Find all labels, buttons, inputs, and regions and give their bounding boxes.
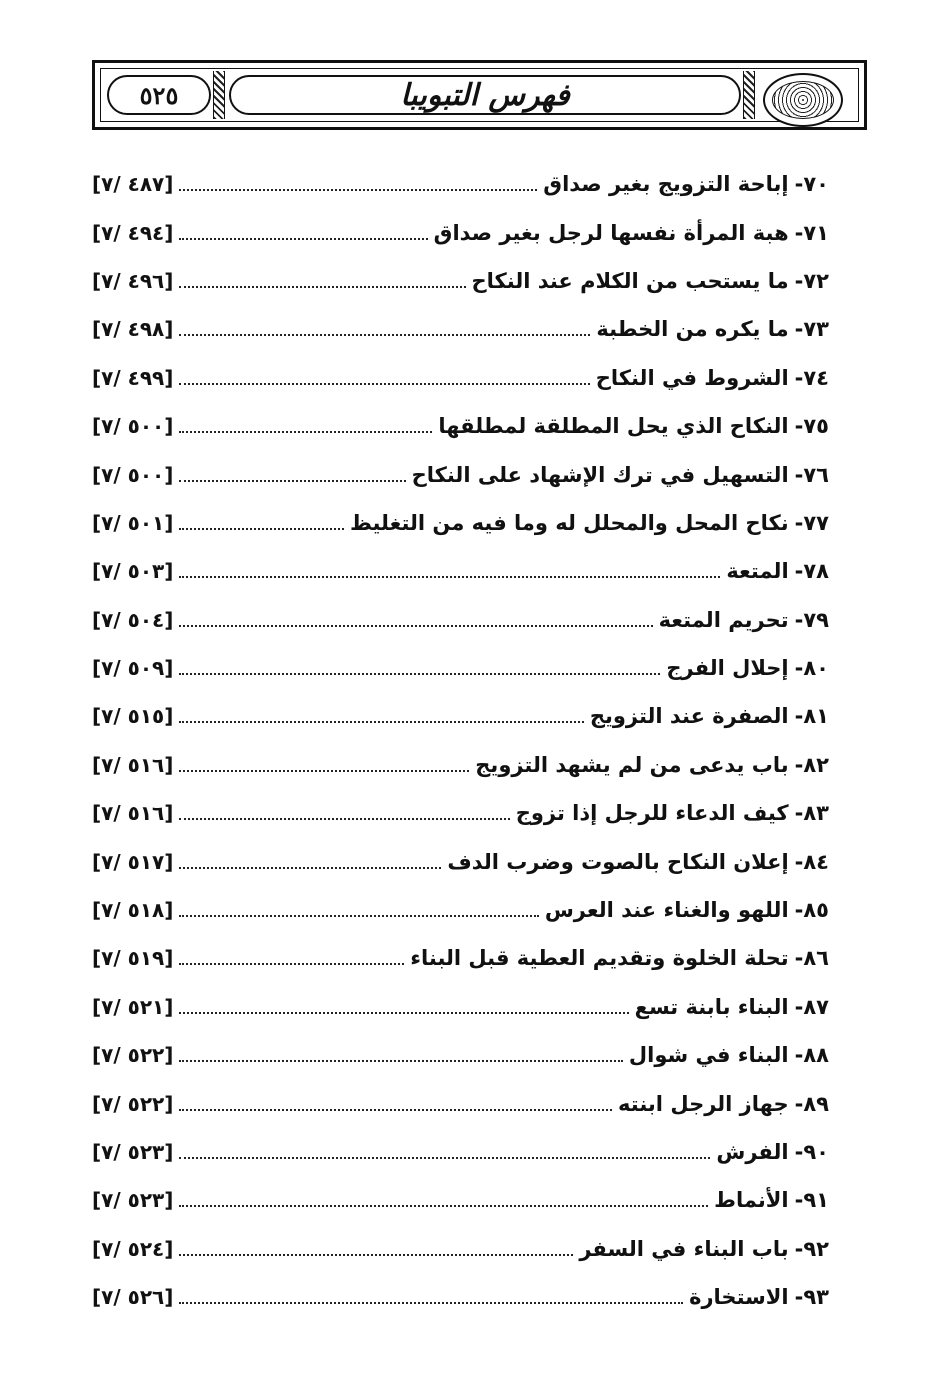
toc-entry xyxy=(92,402,829,450)
toc-entry xyxy=(92,1225,829,1273)
entry-title: إباحة التزويج بغير صداق xyxy=(543,172,789,197)
toc-entry xyxy=(92,596,829,644)
entry-reference: [٥٢٣ /٧] xyxy=(92,1188,174,1213)
toc-entry xyxy=(92,741,829,789)
dot-leader xyxy=(179,1205,708,1207)
entry-title: إعلان النكاح بالصوت وضرب الدف xyxy=(447,849,789,874)
entry-number: ٧٧- xyxy=(794,510,829,535)
entry-number: ٧٨- xyxy=(794,559,829,584)
entry-title: الصفرة عند التزويج xyxy=(589,704,789,729)
entry-reference: [٥١٩ /٧] xyxy=(92,946,174,971)
entry-number: ٧٠- xyxy=(794,172,829,197)
page-number-cartouche xyxy=(107,75,211,115)
entry-reference: [٥٢٢ /٧] xyxy=(92,1043,174,1068)
entry-title: ما يستحب من الكلام عند النكاح xyxy=(471,268,789,293)
toc-entry xyxy=(92,837,829,885)
dot-leader xyxy=(179,528,344,530)
page-title: فهرس التبويبا xyxy=(400,77,570,113)
toc-entry xyxy=(92,499,829,547)
entry-title: اللهو والغناء عند العرس xyxy=(544,898,789,923)
dot-leader xyxy=(179,286,465,288)
entry-reference: [٥٢٦ /٧] xyxy=(92,1285,174,1310)
entry-title: التسهيل في ترك الإشهاد على النكاح xyxy=(411,462,789,487)
toc-entry xyxy=(92,789,829,837)
ornamental-seal-icon xyxy=(763,73,843,127)
dot-leader xyxy=(179,867,441,869)
dot-leader xyxy=(179,1157,710,1159)
entry-number: ٩٢- xyxy=(794,1236,829,1261)
entry-number: ٩٣- xyxy=(794,1285,829,1310)
entry-title: المتعة xyxy=(726,559,789,584)
entry-reference: [٤٩٤ /٧] xyxy=(92,220,174,245)
entry-reference: [٤٩٨ /٧] xyxy=(92,317,174,342)
toc-entry xyxy=(92,354,829,402)
dot-leader xyxy=(179,238,427,240)
dot-leader xyxy=(179,673,660,675)
toc-entry xyxy=(92,886,829,934)
ornament-strip-left xyxy=(213,71,225,119)
entry-title: تحلة الخلوة وتقديم العطية قبل البناء xyxy=(410,946,789,971)
toc-entry xyxy=(92,983,829,1031)
entry-reference: [٥٠٩ /٧] xyxy=(92,656,174,681)
dot-leader xyxy=(179,915,538,917)
seal-pattern xyxy=(772,81,834,119)
entry-number: ٨٣- xyxy=(794,801,829,826)
entry-number: ٧٩- xyxy=(794,607,829,632)
dot-leader xyxy=(179,334,590,336)
entry-number: ٧٤- xyxy=(794,365,829,390)
entry-reference: [٥١٦ /٧] xyxy=(92,752,174,777)
dot-leader xyxy=(179,1060,623,1062)
dot-leader xyxy=(179,818,509,820)
entry-title: النكاح الذي يحل المطلقة لمطلقها xyxy=(438,414,789,439)
page-number: ٥٢٥ xyxy=(139,80,179,110)
entry-reference: [٥٢١ /٧] xyxy=(92,994,174,1019)
entry-title: باب يدعى من لم يشهد التزويج xyxy=(475,752,789,777)
entry-reference: [٥٠٤ /٧] xyxy=(92,607,174,632)
entry-reference: [٥١٥ /٧] xyxy=(92,704,174,729)
entry-title: الفرش xyxy=(716,1140,789,1164)
entry-number: ٨٩- xyxy=(794,1091,829,1116)
entry-number: ٨٢- xyxy=(794,752,829,777)
entry-number: ٧٦- xyxy=(794,462,829,487)
entry-number: ٧٥- xyxy=(794,414,829,439)
toc-entry xyxy=(92,1176,829,1224)
entry-number: ٧٢- xyxy=(794,268,829,293)
dot-leader xyxy=(179,963,404,965)
ornament-strip-right xyxy=(743,71,755,119)
entry-number: ٨١- xyxy=(794,704,829,729)
toc-entry xyxy=(92,1031,829,1079)
page-header xyxy=(92,60,867,130)
dot-leader xyxy=(179,431,432,433)
toc-entry xyxy=(92,208,829,256)
entry-title: تحريم المتعة xyxy=(658,607,789,632)
entry-title: باب البناء في السفر xyxy=(579,1236,789,1261)
dot-leader xyxy=(179,625,652,627)
entry-number: ٧١- xyxy=(794,220,829,245)
dot-leader xyxy=(179,383,589,385)
entry-reference: [٥٠٠ /٧] xyxy=(92,462,174,487)
entry-title: الشروط في النكاح xyxy=(595,365,789,390)
entry-number: ٩٠- xyxy=(794,1140,829,1164)
entry-title: كيف الدعاء للرجل إذا تزوج xyxy=(515,801,789,826)
entry-title: الاستخارة xyxy=(689,1285,789,1310)
entry-number: ٨٥- xyxy=(794,898,829,923)
entry-title: إحلال الفرج xyxy=(666,656,789,681)
entry-reference: [٥٠٣ /٧] xyxy=(92,559,174,584)
entry-title: نكاح المحل والمحلل له وما فيه من التغليظ xyxy=(349,510,789,535)
toc-entry xyxy=(92,160,829,208)
entry-reference: [٤٩٦ /٧] xyxy=(92,268,174,293)
entry-reference: [٥١٦ /٧] xyxy=(92,801,174,826)
dot-leader xyxy=(179,189,537,191)
entry-title: البناء في شوال xyxy=(628,1043,789,1068)
entry-title: البناء بابنة تسع xyxy=(634,994,789,1019)
dot-leader xyxy=(179,721,583,723)
dot-leader xyxy=(179,770,469,772)
entry-reference: [٤٩٩ /٧] xyxy=(92,365,174,390)
entry-title: ما يكره من الخطبة xyxy=(596,317,789,342)
toc-entry xyxy=(92,1079,829,1127)
dot-leader xyxy=(179,1012,628,1014)
entry-number: ٨٨- xyxy=(794,1043,829,1068)
toc-entry xyxy=(92,644,829,692)
entry-number: ٨٠- xyxy=(794,656,829,681)
entry-reference: [٥١٨ /٧] xyxy=(92,898,174,923)
entry-reference: [٥٠٠ /٧] xyxy=(92,414,174,439)
toc-entry xyxy=(92,547,829,595)
dot-leader xyxy=(179,1302,683,1304)
entry-title: هبة المرأة نفسها لرجل بغير صداق xyxy=(433,220,789,245)
entry-number: ٨٧- xyxy=(794,994,829,1019)
entry-reference: [٥٢٤ /٧] xyxy=(92,1236,174,1261)
entry-reference: [٥٢٢ /٧] xyxy=(92,1091,174,1116)
header-frame xyxy=(100,68,859,122)
table-of-contents xyxy=(92,160,829,1321)
entry-number: ٨٤- xyxy=(794,849,829,874)
entry-number: ٩١- xyxy=(794,1188,829,1213)
entry-reference: [٤٨٧ /٧] xyxy=(92,172,174,197)
toc-entry xyxy=(92,692,829,740)
dot-leader xyxy=(179,1109,612,1111)
title-cartouche xyxy=(229,75,741,115)
toc-entry xyxy=(92,305,829,353)
dot-leader xyxy=(179,576,720,578)
dot-leader xyxy=(179,480,405,482)
toc-entry xyxy=(92,450,829,498)
entry-number: ٨٦- xyxy=(794,946,829,971)
toc-entry xyxy=(92,257,829,305)
dot-leader xyxy=(179,1254,573,1256)
toc-entry xyxy=(92,1128,829,1176)
entry-title: جهاز الرجل ابنته xyxy=(618,1091,789,1116)
entry-number: ٧٣- xyxy=(794,317,829,342)
entry-reference: [٥٢٣ /٧] xyxy=(92,1140,174,1164)
toc-entry xyxy=(92,1273,829,1321)
entry-title: الأنماط xyxy=(714,1188,789,1213)
entry-reference: [٥١٧ /٧] xyxy=(92,849,174,874)
entry-reference: [٥٠١ /٧] xyxy=(92,510,174,535)
toc-entry xyxy=(92,934,829,982)
